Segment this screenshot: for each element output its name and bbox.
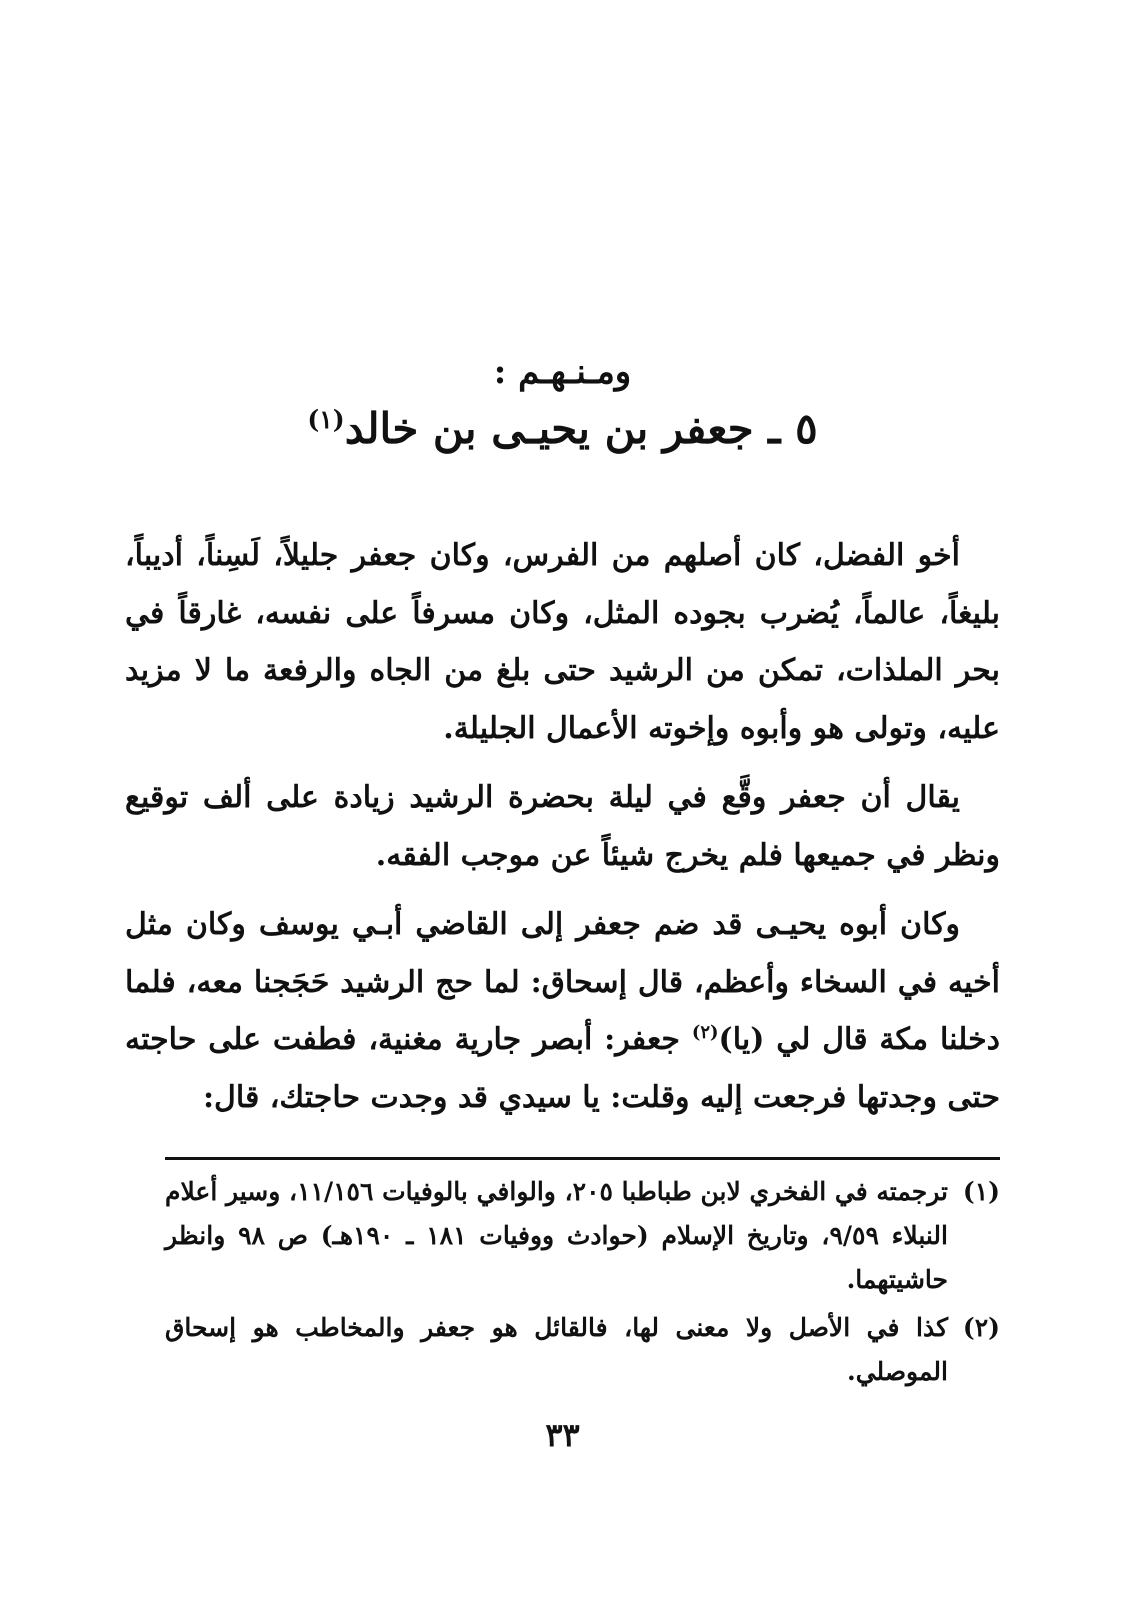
main-text	[125, 527, 1000, 1138]
footnote-1	[165, 1170, 1000, 1302]
paragraph-3	[125, 896, 1000, 1126]
footnote-2-text: كذا في الأصل ولا معنى لها، فالقائل هو جعفر والمخاطب هو إسحاق الموصلي.	[165, 1313, 948, 1386]
footnote-2	[165, 1306, 1000, 1394]
footnote-ref-2: (٢)	[691, 1022, 719, 1043]
chapter-title-text: ٥ ـ جعفر بن يحيـى بن خالد	[344, 404, 818, 453]
paragraph-2: يقال أن جعفر وقَّع في ليلة بحضرة الرشيد زيادة على ألف توقيع ونظر في جميعها فلم يخرج شيئاً عن موجب الفقه.	[125, 780, 1000, 873]
chapter-title	[0, 404, 1125, 454]
footnote-ref-1: (١)	[307, 404, 345, 434]
page-number: ٣٣	[545, 1416, 580, 1454]
footnote-1-number: (١)	[962, 1177, 1000, 1206]
section-pre-heading: ومـنـهـم :	[493, 352, 632, 392]
paragraph-1: أخو الفضل، كان أصلهم من الفرس، وكان جعفر جليلاً، لَسِناً، أديباً، بليغاً، عالماً، يُضرب بجوده المثل، وكان مسرفاً على نفسه، غارقاً في بحر الملذات، تمكن من الرشيد حتى بلغ من الجاه والرفعة ما لا مزيد عليه، وتولى هو وأبوه وإخوته الأعمال الجليلة.	[125, 538, 1000, 746]
paragraph-3-part-2: جعفر: أبصر جارية مغنية، فطفت على حاجته حتى وجدتها فرجعت إليه وقلت: يا سيدي قد وجدت حاجتك، قال:	[125, 1022, 1000, 1115]
paragraph-3-part-1: وكان أبوه يحيـى قد ضم جعفر إلى القاضي أبـي يوسف وكان مثل أخيه في السخاء وأعظم، قال إسحاق: لما حج الرشيد حَجَجنا معه، فلما دخلنا مكة قال لي (يا)	[125, 907, 1000, 1057]
footnotes	[165, 1170, 1000, 1398]
footnote-1-text: ترجمته في الفخري لابن طباطبا ٢٠٥، والوافي بالوفيات ١١/١٥٦، وسير أعلام النبلاء ٩/٥٩، وتاريخ الإسلام (حوادث ووفيات ١٨١ ـ ١٩٠هـ) ص ٩٨ وانظر حاشيتهما.	[165, 1177, 949, 1294]
footnote-separator	[165, 1157, 1000, 1160]
footnote-2-number: (٢)	[962, 1313, 1000, 1342]
